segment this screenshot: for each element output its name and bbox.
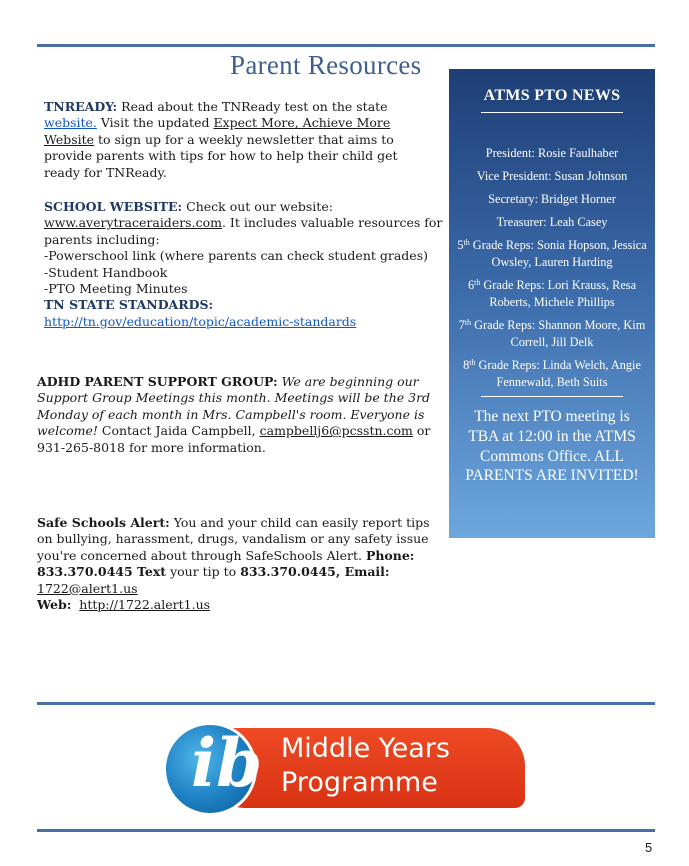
page-title: Parent Resources (230, 50, 422, 80)
school-website-text-2: . It includes valuable resources for parents including: (44, 215, 443, 247)
pto-officers-list (455, 145, 649, 397)
tnready-text-2: Visit the updated (96, 115, 214, 131)
officer-president: President: Rosie Faulhaber (485, 146, 619, 160)
tnready-heading: TNREADY: (44, 99, 118, 114)
grade-6-reps: 6th Grade Reps: Lori Krauss, Resa Roberts, Michele Phillips (467, 278, 637, 309)
officer-vice-president: Vice President: Susan Johnson (476, 169, 628, 183)
logo-line-1: Middle Years (281, 733, 451, 764)
safe-schools-web-label: Web: (37, 597, 72, 613)
school-website-text-1: Check out our website: (182, 199, 333, 214)
safe-schools-text-label: Text (132, 564, 167, 580)
pto-news-title: ATMS PTO NEWS (483, 87, 621, 104)
adhd-text-1: Contact Jaida Campbell, (97, 423, 260, 439)
safe-schools-text-1: You and your child can easily report tips on bullying, harassment, drugs, vandalism or any safety issue you're concerned about through SafeSchools Alert. (37, 515, 430, 563)
ib-myp-logo (163, 722, 525, 816)
expect-more-link[interactable]: Expect More, Achieve More Website (44, 115, 391, 147)
pto-news-sidebar (449, 69, 655, 538)
grade-5-reps: 5th Grade Reps: Sonia Hopson, Jessica Owsley, Lauren Harding (457, 238, 647, 269)
adhd-email-link[interactable]: campbellj6@pcsstn.com (259, 423, 413, 439)
safe-schools-email-link[interactable]: 1722@alert1.us (37, 580, 138, 596)
standards-heading: TN STATE STANDARDS: (44, 297, 214, 313)
resource-item-handbook: -Student Handbook (44, 264, 168, 280)
grade-7-reps: 7th Grade Reps: Shannon Moore, Kim Correll, Jill Delk (458, 318, 646, 349)
resource-item-powerschool: -Powerschool link (where parents can check student grades) (44, 248, 428, 264)
safe-schools-phone: Phone: 833.370.0445 (37, 547, 415, 580)
school-website-section (44, 199, 444, 330)
school-website-heading: SCHOOL WEBSITE: (44, 199, 183, 214)
safe-schools-text-2: your tip to (166, 564, 241, 580)
top-rule (37, 44, 655, 47)
state-website-link[interactable]: website. (44, 115, 97, 131)
logo-line-2: Programme (281, 767, 438, 798)
middle-rule (37, 702, 655, 705)
bottom-rule (37, 829, 655, 832)
ib-mark: ib (191, 724, 263, 802)
pto-news-divider (481, 396, 623, 397)
officer-secretary: Secretary: Bridget Horner (488, 192, 616, 206)
adhd-italic-text: We are beginning our Support Group Meetings this month. Meetings will be the 3rd Monday of each month in Mrs. Campbell's room. Everyone is welcome! (37, 374, 431, 439)
tnready-section (44, 99, 424, 181)
grade-8-reps: 8th Grade Reps: Linda Welch, Angie Fennewald, Beth Suits (463, 358, 641, 389)
logo-wordmark (281, 732, 450, 800)
adhd-heading: ADHD PARENT SUPPORT GROUP: (37, 374, 278, 389)
safe-schools-web-link[interactable]: http://1722.alert1.us (79, 597, 211, 613)
pto-meeting-notice: The next PTO meeting is TBA at 12:00 in the ATMS Commons Office. ALL PARENTS ARE INVITED! (465, 408, 639, 485)
adhd-text-2: or 931-265-8018 for more information. (37, 423, 431, 455)
officer-treasurer: Treasurer: Leah Casey (496, 215, 608, 229)
safe-schools-section (37, 515, 437, 613)
school-website-link[interactable]: www.averytraceraiders.com (44, 215, 222, 231)
standards-link[interactable]: http://tn.gov/education/topic/academic-standards (44, 313, 357, 329)
safe-schools-heading: Safe Schools Alert: (37, 515, 170, 530)
adhd-section (37, 374, 432, 456)
tnready-text-3: to sign up for a weekly newsletter that aims to provide parents with tips for how to help their child get ready for TNReady. (44, 131, 398, 180)
page-number: 5 (645, 840, 653, 855)
safe-schools-text-number: 833.370.0445, Email: (240, 564, 390, 580)
resource-item-minutes: -PTO Meeting Minutes (44, 281, 188, 297)
tnready-text-1: Read about the TNReady test on the state (117, 99, 388, 114)
pto-news-title-underline (481, 112, 623, 113)
